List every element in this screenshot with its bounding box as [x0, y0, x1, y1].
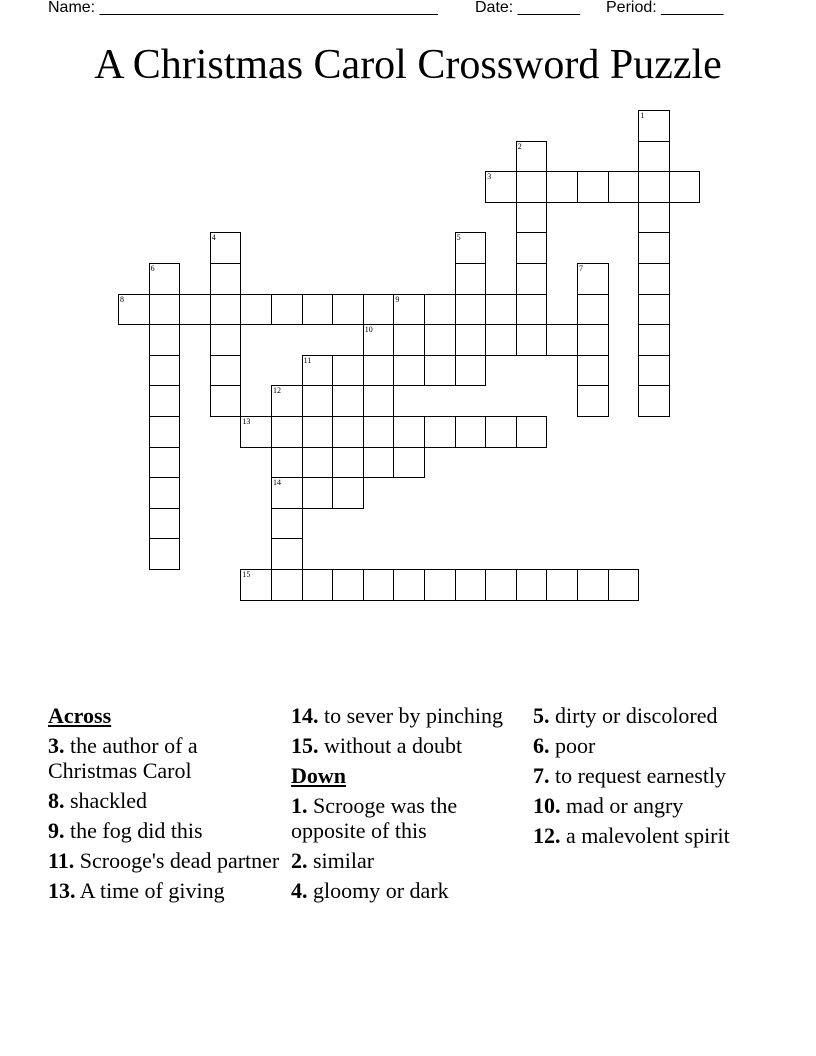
clue-down-1: 1. Scrooge was the opposite of this	[291, 793, 458, 843]
date-field-label: Date: _______	[475, 0, 580, 16]
grid-cell[interactable]	[516, 141, 548, 173]
grid-cell[interactable]	[638, 294, 670, 326]
clue-number-label: 13	[242, 417, 251, 426]
grid-cell[interactable]	[485, 171, 517, 203]
grid-cell[interactable]	[516, 569, 548, 601]
grid-cell[interactable]	[608, 171, 640, 203]
grid-cell[interactable]	[577, 355, 609, 387]
grid-cell[interactable]	[149, 538, 181, 570]
clue-across-13: 13. A time of giving	[48, 878, 225, 903]
clue-number-label: 2	[517, 141, 522, 151]
grid-cell[interactable]	[424, 416, 456, 448]
grid-cell[interactable]	[332, 385, 364, 417]
grid-cell[interactable]	[149, 324, 181, 356]
grid-cell[interactable]	[393, 355, 425, 387]
grid-cell[interactable]	[271, 416, 303, 448]
grid-cell[interactable]	[118, 294, 150, 326]
grid-cell[interactable]	[669, 171, 701, 203]
clue-down-7: 7. to request earnestly	[533, 763, 727, 788]
clue-down-12: 12. a malevolent spirit	[533, 823, 730, 848]
grid-cell[interactable]	[516, 263, 548, 295]
grid-cell[interactable]	[363, 294, 395, 326]
grid-cell[interactable]	[363, 324, 395, 356]
grid-cell[interactable]	[455, 569, 487, 601]
grid-cell[interactable]	[332, 447, 364, 479]
clue-across-3: 3. the author of a Christmas Carol	[48, 733, 198, 783]
grid-cell[interactable]	[149, 263, 181, 295]
grid-cell[interactable]	[638, 232, 670, 264]
grid-cell[interactable]	[149, 416, 181, 448]
grid-cell[interactable]	[516, 202, 548, 234]
grid-cell[interactable]	[485, 416, 517, 448]
grid-cell[interactable]	[638, 141, 670, 173]
clue-across-14: 14. to sever by pinching	[291, 703, 504, 728]
clue-across-9: 9. the fog did this	[48, 818, 203, 843]
grid-cell[interactable]	[271, 477, 303, 509]
page-title: A Christmas Carol Crossword Puzzle	[94, 42, 722, 88]
grid-cell[interactable]	[424, 324, 456, 356]
grid-cell[interactable]	[271, 569, 303, 601]
grid-cell[interactable]	[271, 385, 303, 417]
grid-cell[interactable]	[485, 569, 517, 601]
clue-down-2: 2. similar	[291, 848, 375, 873]
grid-cell[interactable]	[638, 110, 670, 142]
clue-across-15: 15. without a doubt	[291, 733, 463, 758]
clue-down-5: 5. dirty or discolored	[533, 703, 718, 728]
grid-cell[interactable]	[393, 447, 425, 479]
clue-number-label: 1	[640, 111, 645, 120]
grid-cell[interactable]	[210, 232, 242, 264]
clue-number-label: 15	[242, 570, 251, 579]
across-heading: Across	[48, 703, 112, 728]
grid-cell[interactable]	[179, 294, 211, 326]
grid-cell[interactable]	[577, 385, 609, 417]
grid-cell[interactable]	[149, 477, 181, 509]
name-field-label: Name: ______________________________________	[48, 0, 438, 16]
grid-cell[interactable]	[455, 355, 487, 387]
clue-across-11: 11. Scrooge's dead partner	[48, 848, 280, 873]
grid-cell[interactable]	[363, 416, 395, 448]
grid-cell[interactable]	[302, 447, 334, 479]
grid-cell[interactable]	[638, 171, 670, 203]
grid-cell[interactable]	[271, 294, 303, 326]
grid-cell[interactable]	[393, 294, 425, 326]
grid-cell[interactable]	[638, 385, 670, 417]
grid-cell[interactable]	[638, 324, 670, 356]
grid-cell[interactable]	[240, 569, 272, 601]
grid-cell[interactable]	[363, 355, 395, 387]
period-field-label: Period: _______	[606, 0, 724, 16]
clue-number-label: 14	[273, 478, 281, 488]
grid-cell[interactable]	[546, 171, 578, 203]
grid-cell[interactable]	[455, 294, 487, 326]
grid-cell[interactable]	[455, 416, 487, 448]
grid-cell[interactable]	[608, 569, 640, 601]
grid-cell[interactable]	[577, 324, 609, 356]
grid-cell[interactable]	[424, 569, 456, 601]
grid-cell[interactable]	[546, 569, 578, 601]
grid-cell[interactable]	[393, 416, 425, 448]
clue-number-label: 9	[395, 294, 400, 304]
grid-cell[interactable]	[271, 538, 303, 570]
clue-number-label: 11	[303, 355, 312, 365]
grid-cell[interactable]	[516, 232, 548, 264]
grid-cell[interactable]	[485, 324, 517, 356]
grid-cell[interactable]	[302, 294, 334, 326]
grid-cell[interactable]	[424, 355, 456, 387]
grid-cell[interactable]	[149, 355, 181, 387]
grid-cell[interactable]	[332, 569, 364, 601]
grid-cell[interactable]	[302, 569, 334, 601]
crossword-grid	[118, 110, 700, 600]
grid-cell[interactable]	[271, 447, 303, 479]
grid-cell[interactable]	[332, 355, 364, 387]
grid-cell[interactable]	[210, 385, 242, 417]
clue-down-4: 4. gloomy or dark	[291, 878, 449, 903]
grid-cell[interactable]	[424, 294, 456, 326]
grid-cell[interactable]	[638, 355, 670, 387]
grid-cell[interactable]	[210, 355, 242, 387]
grid-cell[interactable]	[577, 263, 609, 295]
grid-cell[interactable]	[149, 294, 181, 326]
grid-cell[interactable]	[485, 294, 517, 326]
grid-cell[interactable]	[577, 569, 609, 601]
clue-number-label: 5	[456, 233, 461, 243]
clue-down-6: 6. poor	[533, 733, 596, 758]
grid-cell[interactable]	[516, 171, 548, 203]
grid-cell[interactable]	[516, 294, 548, 326]
grid-cell[interactable]	[455, 324, 487, 356]
clue-number-label: 10	[364, 325, 373, 335]
grid-cell[interactable]	[332, 294, 364, 326]
grid-cell[interactable]	[363, 385, 395, 417]
grid-cell[interactable]	[302, 355, 334, 387]
grid-cell[interactable]	[638, 202, 670, 234]
grid-cell[interactable]	[363, 447, 395, 479]
grid-cell[interactable]	[210, 324, 242, 356]
grid-cell[interactable]	[332, 477, 364, 509]
grid-cell[interactable]	[302, 477, 334, 509]
grid-cell[interactable]	[638, 263, 670, 295]
clue-column-2	[291, 703, 523, 908]
clue-number-label: 8	[120, 294, 124, 304]
clue-number-label: 4	[211, 233, 216, 243]
grid-cell[interactable]	[516, 416, 548, 448]
grid-cell[interactable]	[302, 416, 334, 448]
grid-cell[interactable]	[149, 385, 181, 417]
grid-cell[interactable]	[240, 294, 272, 326]
grid-cell[interactable]	[149, 508, 181, 540]
clue-number-label: 12	[273, 386, 281, 396]
grid-cell[interactable]	[546, 324, 578, 356]
grid-cell[interactable]	[363, 569, 395, 601]
grid-cell[interactable]	[516, 324, 548, 356]
grid-cell[interactable]	[577, 294, 609, 326]
clue-number-label: 6	[150, 264, 155, 273]
down-heading: Down	[291, 763, 347, 788]
grid-cell[interactable]	[393, 324, 425, 356]
grid-cell[interactable]	[455, 232, 487, 264]
grid-cell[interactable]	[455, 263, 487, 295]
grid-cell[interactable]	[149, 447, 181, 479]
clue-column-3	[533, 703, 765, 853]
grid-cell[interactable]	[332, 416, 364, 448]
clue-down-10: 10. mad or angry	[533, 793, 684, 818]
grid-cell[interactable]	[271, 508, 303, 540]
grid-cell[interactable]	[577, 171, 609, 203]
grid-cell[interactable]	[302, 385, 334, 417]
clue-column-1	[48, 703, 280, 908]
grid-cell[interactable]	[393, 569, 425, 601]
clue-across-8: 8. shackled	[48, 788, 147, 813]
clue-number-label: 7	[579, 264, 583, 273]
clue-number-label: 3	[487, 172, 492, 182]
grid-cell[interactable]	[240, 416, 272, 448]
grid-cell[interactable]	[210, 263, 242, 295]
grid-cell[interactable]	[210, 294, 242, 326]
